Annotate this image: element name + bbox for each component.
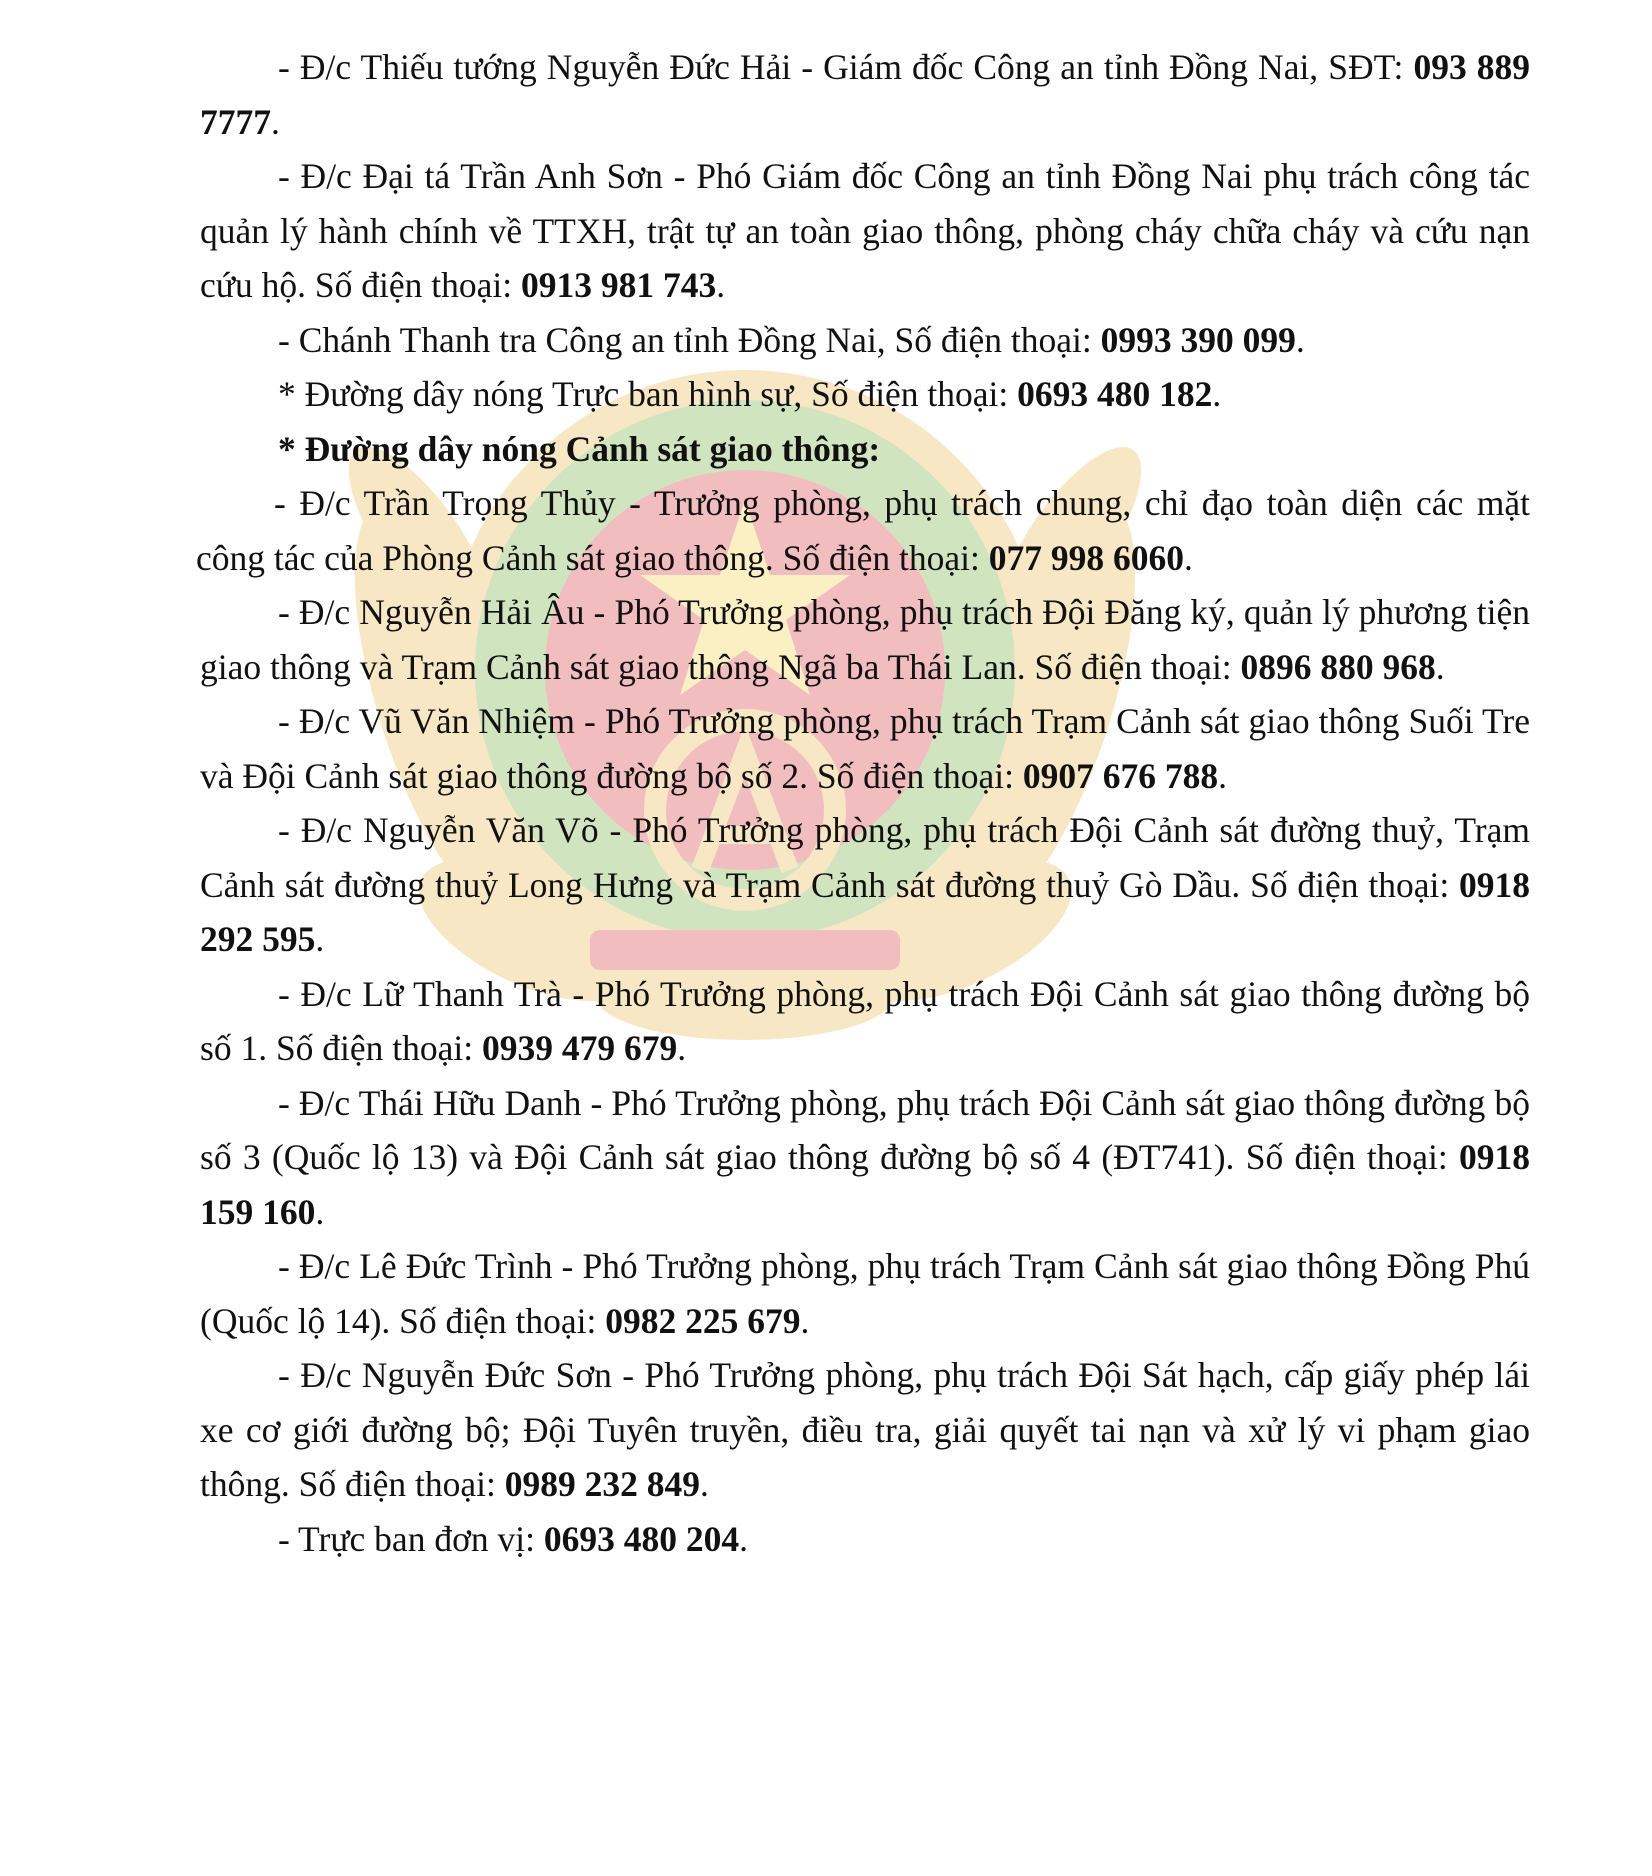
phone-number: 0693 480 204 — [543, 1518, 740, 1559]
phone-number: 0918 159 160 — [200, 1137, 1530, 1232]
contact-paragraph: - Đ/c Lê Đức Trình - Phó Trưởng phòng, phụ trách Trạm Cảnh sát giao thông Đồng Phú (Quốc lộ 14). Số điện thoại: 0982 225 679. — [200, 1246, 1530, 1341]
contact-paragraph: - Trực ban đơn vị: 0693 480 204. — [278, 1518, 748, 1559]
contact-paragraph: * Đường dây nóng Trực ban hình sự, Số điện thoại: 0693 480 182. — [278, 374, 1222, 414]
phone-number: 0918 292 595 — [200, 864, 1530, 959]
contact-paragraph: - Đ/c Thiếu tướng Nguyễn Đức Hải - Giám đốc Công an tỉnh Đồng Nai, SĐT: 093 889 7777. — [200, 47, 1530, 142]
contact-paragraph: - Đ/c Đại tá Trần Anh Sơn - Phó Giám đốc Công an tỉnh Đồng Nai phụ trách công tác quản lý hành chính về TTXH, trật tự an toàn giao thông, phòng cháy chữa cháy và cứu nạn cứu hộ. Số điện thoại: 0913 981 743. — [200, 156, 1530, 305]
contact-paragraph: - Đ/c Vũ Văn Nhiệm - Phó Trưởng phòng, phụ trách Trạm Cảnh sát giao thông Suối Tre và Đội Cảnh sát giao thông đường bộ số 2. Số điện thoại: 0907 676 788. — [200, 701, 1530, 796]
phone-number: 0896 880 968 — [1240, 646, 1436, 687]
document-body — [196, 40, 1530, 1566]
section-heading: * Đường dây nóng Cảnh sát giao thông: — [278, 428, 881, 469]
phone-number: 077 998 6060 — [988, 537, 1184, 578]
contact-paragraph: - Đ/c Trần Trọng Thủy - Trưởng phòng, phụ trách chung, chỉ đạo toàn diện các mặt công tác của Phòng Cảnh sát giao thông. Số điện thoại: 077 998 6060. — [196, 483, 1530, 578]
phone-number: 0989 232 849 — [504, 1464, 700, 1504]
contact-paragraph: - Đ/c Nguyễn Văn Võ - Phó Trưởng phòng, phụ trách Đội Cảnh sát đường thuỷ, Trạm Cảnh sát đường thuỷ Long Hưng và Trạm Cảnh sát đường thuỷ Gò Dầu. Số điện thoại: 0918 292 595. — [200, 810, 1530, 959]
contact-paragraph: - Đ/c Lữ Thanh Trà - Phó Trưởng phòng, phụ trách Đội Cảnh sát giao thông đường bộ số 1. Số điện thoại: 0939 479 679. — [200, 973, 1530, 1068]
phone-number: 0907 676 788 — [1022, 755, 1219, 796]
phone-number: 0913 981 743 — [520, 265, 717, 305]
contact-paragraph: - Chánh Thanh tra Công an tỉnh Đồng Nai, Số điện thoại: 0993 390 099. — [278, 319, 1305, 360]
contact-paragraph: - Đ/c Thái Hữu Danh - Phó Trưởng phòng, phụ trách Đội Cảnh sát giao thông đường bộ số 3 (Quốc lộ 13) và Đội Cảnh sát giao thông đường bộ số 4 (ĐT741). Số điện thoại: 0918 159 160. — [200, 1082, 1530, 1232]
phone-number: 0939 479 679 — [482, 1028, 678, 1068]
phone-number: 093 889 7777 — [200, 47, 1530, 142]
contact-paragraph: - Đ/c Nguyễn Hải Âu - Phó Trưởng phòng, phụ trách Đội Đăng ký, quản lý phương tiện giao thông và Trạm Cảnh sát giao thông Ngã ba Thái Lan. Số điện thoại: 0896 880 968. — [200, 592, 1530, 687]
phone-number: 0993 390 099 — [1100, 319, 1296, 360]
phone-number: 0982 225 679 — [605, 1300, 801, 1341]
phone-number: 0693 480 182 — [1017, 374, 1213, 414]
contact-paragraph: - Đ/c Nguyễn Đức Sơn - Phó Trưởng phòng, phụ trách Đội Sát hạch, cấp giấy phép lái xe cơ giới đường bộ; Đội Tuyên truyền, điều tra, giải quyết tai nạn và xử lý vi phạm giao thông. Số điện thoại: 0989 232 849. — [200, 1355, 1530, 1504]
